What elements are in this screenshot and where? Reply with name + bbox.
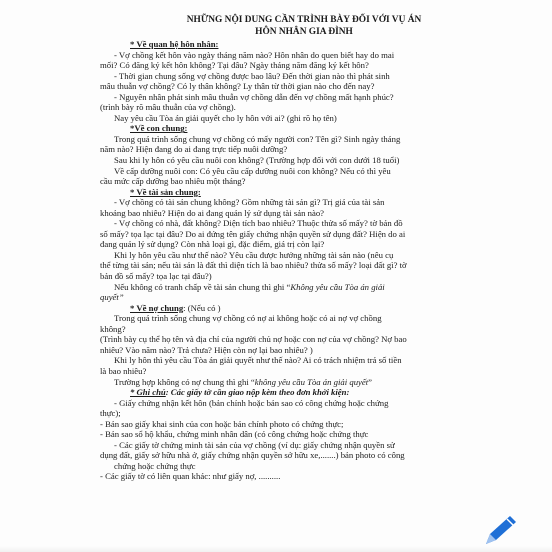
title-line-1: NHỮNG NỘI DUNG CẦN TRÌNH BÀY ĐỐI VỚI VỤ ÁN xyxy=(186,15,422,25)
title-line-2: HÔN NHÂN GIA ĐÌNH xyxy=(255,27,353,37)
text-line: cầu mức cấp dưỡng bao nhiêu một tháng? xyxy=(100,176,246,187)
text-line: năm nào? Hiện đang do ai đang trực tiếp nuôi dưỡng? xyxy=(100,144,288,155)
text-line: không? xyxy=(100,323,126,334)
text-line: - Các giấy tờ chứng minh tài sản của vợ chồng (ví dụ: giấy chứng nhận quyền sử xyxy=(114,439,395,450)
text-line: - Vợ chồng có tài sản chung không? Gồm những tài sản gì? Trị giá của tài sản xyxy=(114,197,385,208)
text-line: chứng hoặc chứng thực xyxy=(114,460,196,471)
text-line: - Bản sao giấy khai sinh của con hoặc bản chính photo có chứng thực; xyxy=(100,418,344,429)
text-line: Trong quá trình sống chung vợ chồng có mấy người con? Tên gì? Sinh ngày tháng xyxy=(114,133,401,144)
text-line: mối? Có đăng ký kết hôn không? Tại đâu? Ngày tháng năm đăng ký kết hôn? xyxy=(100,60,369,71)
text-line: Sau khi ly hôn có yêu cầu nuôi con không? (Trường hợp đối với con dưới 18 tuổi) xyxy=(114,155,400,166)
text-line: thể từng tài sản; nếu tài sản là đất thì diện tích là bao nhiêu? thửa số mấy? loại đất gì? tờ xyxy=(100,260,407,271)
text-line: thực); xyxy=(100,408,121,419)
section-children-heading: *Về con chung: xyxy=(130,123,188,134)
text-line: Khi ly hôn yêu cầu như thế nào? Yêu cầu được hưởng những tài sản nào (nêu cụ xyxy=(114,249,394,260)
pen-edit-icon[interactable] xyxy=(476,512,522,550)
text-line: (Trình bày cụ thể họ tên và địa chỉ của người chủ nợ hoặc con nợ của vợ chồng? Nợ bao xyxy=(100,334,407,345)
text-line: (trình bày rõ mâu thuẫn của vợ chồng). xyxy=(100,102,236,113)
text-line: - Nguyên nhân phát sinh mâu thuẫn vợ chồng dẫn đến vợ chồng mất hạnh phúc? xyxy=(114,91,394,102)
debt-note: Trường hợp không có nợ chung thì ghi “không yêu cầu Tòa án giải quyết” xyxy=(114,376,373,387)
property-note-end: quyết” xyxy=(100,292,124,303)
text-line: Về cấp dưỡng nuôi con: Có yêu cầu cấp dưỡng nuôi con không? Nếu có thì yêu xyxy=(114,165,391,176)
section-debt-heading: * Về nợ chung: (Nếu có ) xyxy=(130,302,221,313)
text-line: - Bản sao sổ hộ khẩu, chứng minh nhân dân (có công chứng hoặc chứng thực xyxy=(100,429,369,440)
text-line: Trong quá trình sống chung vợ chồng có nợ ai không hoặc có ai nợ vợ chồng xyxy=(114,313,382,324)
text-line: - Vợ chồng kết hôn vào ngày tháng năm nào? Hôn nhân do quen biết hay do mai xyxy=(114,49,395,60)
text-line: - Vợ chồng có nhà, đất không? Diện tích bao nhiêu? Thuộc thửa số mấy? tờ bản đồ xyxy=(114,218,403,229)
text-line: Nay yêu cầu Tòa án giải quyết cho ly hôn với ai? (ghi rõ họ tên) xyxy=(114,112,337,123)
text-line: bản đồ số mấy? tọa lạc tại đâu?) xyxy=(100,271,212,282)
page-bottom-shadow xyxy=(0,546,552,552)
section-marriage-heading: * Về quan hệ hôn nhân: xyxy=(130,39,219,49)
text-line: là bao nhiêu? xyxy=(100,365,147,376)
property-note: Nếu không có tranh chấp về tài sản chung thì ghi “Không yêu cầu Tòa án giải xyxy=(114,281,385,292)
text-line: - Giấy chứng nhận kết hôn (bản chính hoặc bản sao có công chứng hoặc chứng xyxy=(114,397,389,408)
text-line: đang quản lý sử dụng? Còn nhà loại gì, đặc điểm, giá trị còn lại? xyxy=(100,239,325,250)
document-title xyxy=(100,14,508,38)
text-line: - Các giấy tờ có liên quan khác: như giấy nợ, .......... xyxy=(100,471,281,482)
section-notes-heading: * Ghi chú: Các giấy tờ cần giao nộp kèm theo đơn khởi kiện: xyxy=(130,387,350,398)
section-property-heading: * Về tài sản chung: xyxy=(130,186,201,197)
text-line: nhiêu? Vào năm nào? Trả chưa? Hiện còn nợ lại bao nhiêu? ) xyxy=(100,344,313,355)
text-line: khoảng bao nhiêu? Hiện do ai đang quản lý sử dụng tài sản nào? xyxy=(100,207,325,218)
text-line: Khi ly hôn thì yêu cầu Tòa án giải quyết như thế nào? Ai có trách nhiệm trả số tiền xyxy=(114,355,402,366)
text-line: - Thời gian chung sống vợ chồng được bao lâu? Đến thời gian nào thì phát sinh xyxy=(114,70,390,81)
text-line: mâu thuẫn vợ chồng? Có ly thân không? Ly thân từ thời gian nào cho đến nay? xyxy=(100,81,375,92)
text-line: dụng đất, giấy sở hữu nhà ở, giấy chứng nhận quyền sở hữu xe,.......) bản photo có công xyxy=(100,450,405,461)
text-line: số mấy? tọa lạc tại đâu? Do ai đứng tên giấy chứng nhận quyền sử dụng đất? Hiện do ai xyxy=(100,228,406,239)
